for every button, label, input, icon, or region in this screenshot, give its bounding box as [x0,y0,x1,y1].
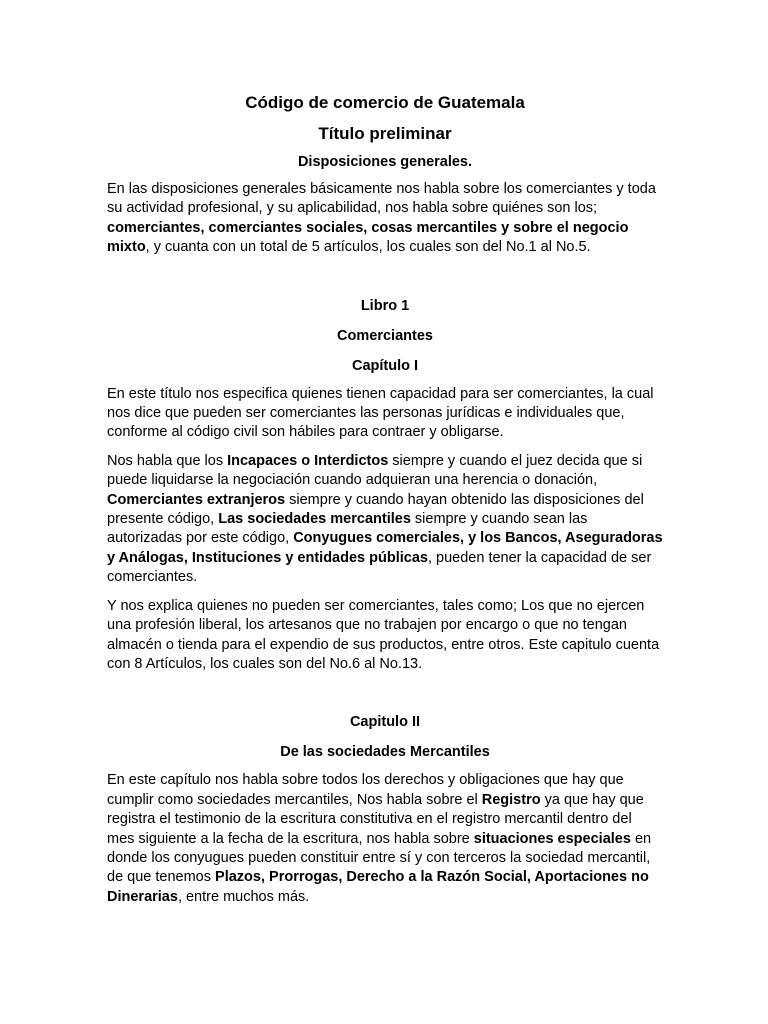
bold-text-run: Comerciantes extranjeros [107,491,286,508]
text-run: , entre muchos más. [177,888,310,905]
section-heading-disposiciones: Disposiciones generales. [297,154,473,170]
text-run: siempre y cuando sean las autorizadas por este código, [107,511,588,547]
section-heading-libro-1: Libro 1 [360,297,410,314]
text-run: en donde los conyugues pueden constituir entre sí y con terceros la sociedad mercantil, de que tenemos [107,830,652,886]
chapter-heading-2: Capitulo II [349,714,421,731]
paragraph-incapaces [107,452,663,588]
section-subheading-comerciantes: Comerciantes [337,327,433,344]
paragraph-sociedades [107,771,663,907]
bold-text-run: Registro [481,791,541,808]
document-subtitle: Título preliminar [318,124,452,143]
bold-text-run: situaciones especiales [473,830,631,847]
bold-text-run: Incapaces o Interdictos [227,452,389,469]
bold-text-run: comerciantes, comerciantes sociales, cosas mercantiles y sobre el negocio mixto [107,219,629,256]
paragraph-capacidad: En este título nos especifica quienes tienen capacidad para ser comerciantes, la cual nos dice que pueden ser comerciantes las personas jurídicas e individuales que, conforme al código civil son hábiles para contraer y obligarse. [107,385,654,441]
text-run: En las disposiciones generales básicamente nos habla sobre los comerciantes y toda su actividad profesional, y su aplicabilidad, nos habla sobre quiénes son los; [107,181,656,217]
document-page [107,92,663,907]
text-run: , y cuanta con un total de 5 artículos, los cuales son del No.1 al No.5. [145,239,591,256]
paragraph-disposiciones [107,180,663,258]
text-run: siempre y cuando hayan obtenido las disposiciones del presente código, [107,491,644,528]
bold-text-run: Las sociedades mercantiles [218,511,411,528]
chapter-heading-1: Capítulo I [351,357,419,374]
bold-text-run: Conyugues comerciales, y los Bancos, Aseguradoras y Análogas, Instituciones y entidades públicas [107,530,663,566]
text-run: Nos habla que los [107,452,228,469]
text-run: siempre y cuando el juez decida que si puede liquidarse la negociación cuando adquieran una herencia o donación, [107,452,643,489]
text-run: ya que hay que registra el testimonio de la escritura constitutiva en el registro mercantil dentro del mes siguiente a la fecha de la escritura, nos habla sobre [107,791,644,847]
text-run: En este capítulo nos habla sobre todos los derechos y obligaciones que hay que cumplir como sociedades mercantiles, Nos habla sobre el [107,772,624,808]
section-subheading-sociedades: De las sociedades Mercantiles [280,744,490,761]
text-run: , pueden tener la capacidad de ser comerciantes. [107,549,652,586]
document-title: Código de comercio de Guatemala [245,93,525,112]
paragraph-no-comerciantes: Y nos explica quienes no pueden ser comerciantes, tales como; Los que no ejercen una profesión liberal, los artesanos que no trabajen por encargo o que no tengan almacén o tienda para el expendio de sus productos, entre otros. Este capitulo cuenta con 8 Artículos, los cuales son del No.6 al No.13. [107,597,660,672]
bold-text-run: Plazos, Prorrogas, Derecho a la Razón Social, Aportaciones no Dinerarias [107,869,649,905]
